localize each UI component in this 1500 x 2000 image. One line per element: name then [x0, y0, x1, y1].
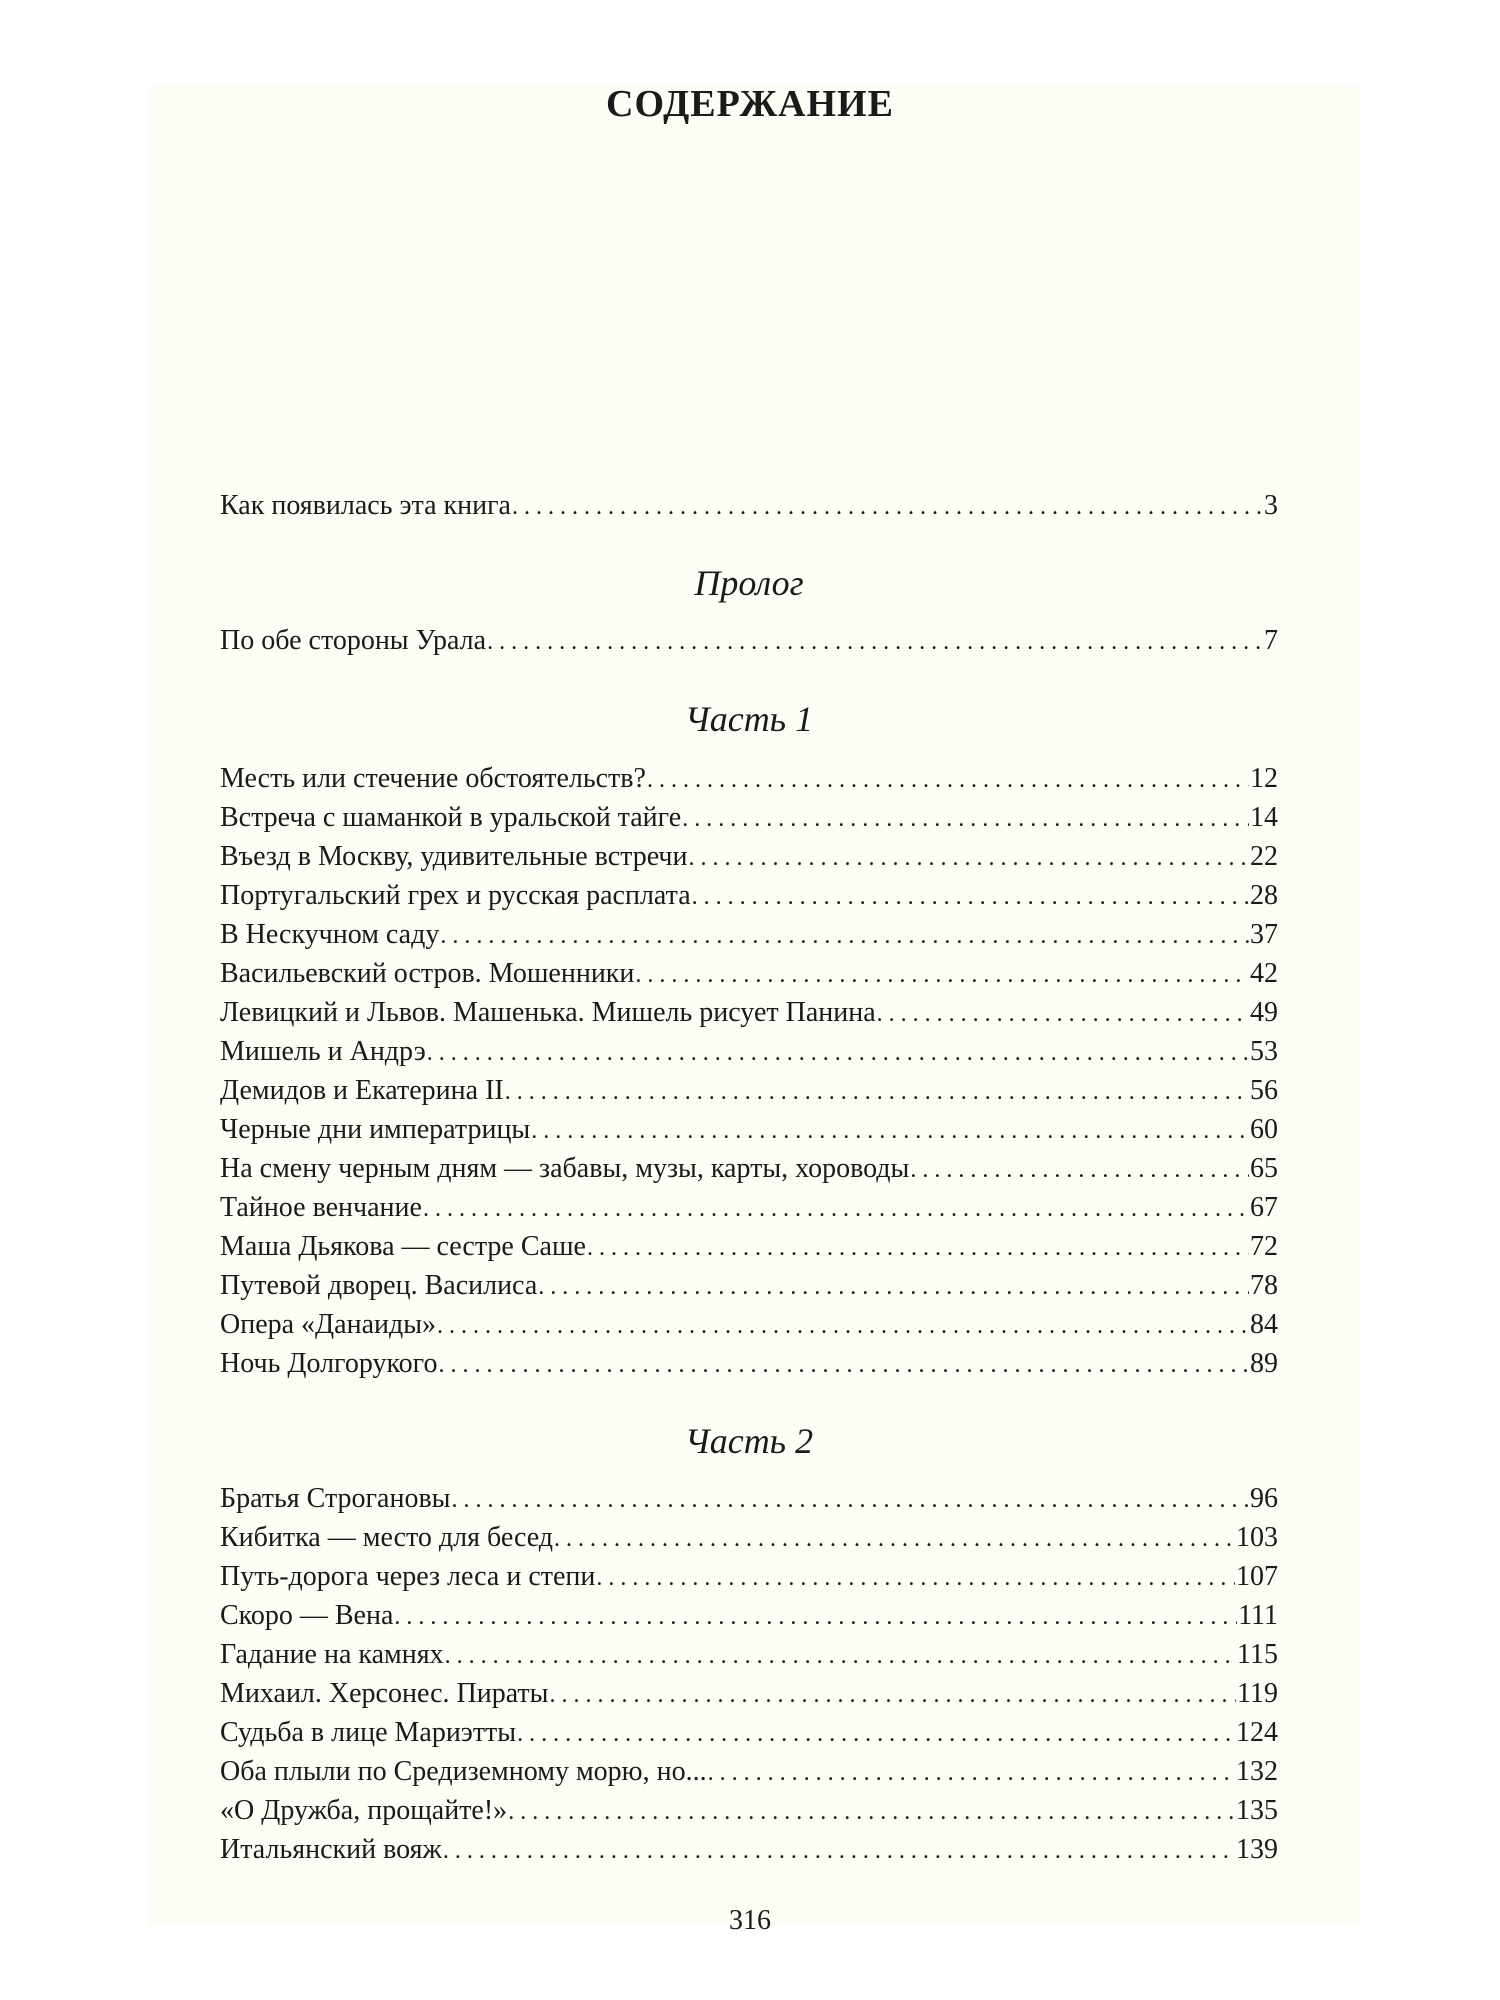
toc-entry-page: 28	[1250, 880, 1278, 911]
toc-entry[interactable]	[220, 1270, 1278, 1302]
toc-leader-dots	[517, 1718, 1235, 1750]
toc-entry-label: Кибитка — место для бесед	[220, 1522, 554, 1553]
toc-entry[interactable]	[220, 1522, 1278, 1554]
page-number: 316	[729, 1905, 771, 1936]
toc-entry[interactable]	[220, 1231, 1278, 1263]
toc-entry[interactable]	[220, 1795, 1278, 1827]
toc-leader-dots	[554, 1523, 1235, 1555]
toc-entry[interactable]	[220, 841, 1278, 873]
toc-entry-label: Братья Строгановы	[220, 1483, 451, 1514]
toc-entry-page: 3	[1264, 490, 1278, 521]
toc-entry-page: 53	[1250, 1036, 1278, 1067]
toc-entry-page: 107	[1236, 1561, 1278, 1592]
toc-leader-dots	[451, 1484, 1249, 1516]
toc-entry-label: Ночь Долгорукого	[220, 1348, 438, 1379]
toc-leader-dots	[487, 626, 1263, 658]
toc-entry-page: 22	[1250, 841, 1278, 872]
toc-entry[interactable]	[220, 490, 1278, 522]
toc-entry-page: 67	[1250, 1192, 1278, 1223]
toc-entry[interactable]	[220, 1348, 1278, 1380]
toc-entry[interactable]	[220, 997, 1278, 1029]
toc-entry-page: 119	[1237, 1678, 1278, 1709]
toc-leader-dots	[531, 1115, 1249, 1147]
toc-entry-page: 135	[1236, 1795, 1278, 1826]
toc-entry[interactable]	[220, 880, 1278, 912]
toc-leader-dots	[692, 881, 1249, 913]
toc-entry-label: Черные дни императрицы	[220, 1114, 531, 1145]
toc-entry-label: Месть или стечение обстоятельств?	[220, 763, 646, 794]
toc-entry-page: 12	[1250, 763, 1278, 794]
toc-entry[interactable]	[220, 1114, 1278, 1146]
toc-entry-label: Как появилась эта книга	[220, 490, 511, 521]
toc-entry[interactable]	[220, 958, 1278, 990]
toc-entry-label: Въезд в Москву, удивительные встречи	[220, 841, 688, 872]
toc-entry-label: По обе стороны Урала	[220, 625, 487, 656]
toc-leader-dots	[708, 1757, 1235, 1789]
toc-entry-label: На смену черным дням — забавы, музы, карты, хороводы	[220, 1153, 910, 1184]
section-heading-part-1: Часть 1	[684, 699, 814, 739]
toc-entry[interactable]	[220, 1717, 1278, 1749]
toc-entry-label: Васильевский остров. Мошенники	[220, 958, 635, 989]
toc-entry-label: Итальянский вояж	[220, 1834, 442, 1865]
toc-entry-label: Гадание на камнях	[220, 1639, 444, 1670]
toc-leader-dots	[538, 1271, 1249, 1303]
toc-leader-dots	[443, 1835, 1235, 1867]
toc-entry-page: 60	[1250, 1114, 1278, 1145]
toc-entry-page: 89	[1250, 1348, 1278, 1379]
toc-leader-dots	[689, 842, 1250, 874]
toc-entry[interactable]	[220, 1600, 1278, 1632]
toc-entry[interactable]	[220, 1192, 1278, 1224]
toc-leader-dots	[508, 1796, 1235, 1828]
toc-entry-page: 49	[1250, 997, 1278, 1028]
toc-entry-page: 56	[1250, 1075, 1278, 1106]
toc-entry-page: 72	[1250, 1231, 1278, 1262]
toc-leader-dots	[427, 1037, 1249, 1069]
toc-entry[interactable]	[220, 1153, 1278, 1185]
toc-leader-dots	[512, 491, 1263, 523]
section-heading-prolog: Пролог	[694, 563, 804, 603]
toc-entry[interactable]	[220, 919, 1278, 951]
toc-entry-label: Встреча с шаманкой в уральской тайге	[220, 802, 682, 833]
toc-entry-page: 124	[1236, 1717, 1278, 1748]
toc-entry[interactable]	[220, 1834, 1278, 1866]
section-heading-part-2: Часть 2	[684, 1421, 814, 1461]
toc-entry-page: 96	[1250, 1483, 1278, 1514]
toc-entry-label: Маша Дьякова — сестре Саше	[220, 1231, 586, 1262]
toc-entry[interactable]	[220, 802, 1278, 834]
toc-entry-page: 139	[1236, 1834, 1278, 1865]
toc-entry-page: 42	[1250, 958, 1278, 989]
toc-entry-label: Демидов и Екатерина II	[220, 1075, 504, 1106]
toc-entry-page: 132	[1236, 1756, 1278, 1787]
toc-leader-dots	[505, 1076, 1249, 1108]
toc-entry-label: Путь-дорога через леса и степи	[220, 1561, 596, 1592]
toc-leader-dots	[394, 1601, 1237, 1633]
toc-entry-label: Михаил. Херсонес. Пираты	[220, 1678, 549, 1709]
toc-leader-dots	[635, 959, 1249, 991]
toc-entry-page: 115	[1237, 1639, 1278, 1670]
toc-leader-dots	[438, 1349, 1249, 1381]
toc-entry-page: 111	[1238, 1600, 1278, 1631]
toc-entry-label: Оба плыли по Средиземному морю, но...	[220, 1756, 707, 1787]
toc-entry-label: Мишель и Андрэ	[220, 1036, 426, 1067]
toc-leader-dots	[445, 1640, 1236, 1672]
toc-leader-dots	[549, 1679, 1236, 1711]
page-title: СОДЕРЖАНИЕ	[606, 83, 894, 125]
toc-leader-dots	[877, 998, 1249, 1030]
toc-entry-label: Путевой дворец. Василиса	[220, 1270, 538, 1301]
toc-entry-label: Тайное венчание	[220, 1192, 422, 1223]
toc-leader-dots	[587, 1232, 1249, 1264]
toc-entry-label: Судьба в лице Мариэтты	[220, 1717, 517, 1748]
toc-leader-dots	[910, 1154, 1249, 1186]
toc-entry[interactable]	[220, 1639, 1278, 1671]
toc-entry-label: Скоро — Вена	[220, 1600, 394, 1631]
toc-entry[interactable]	[220, 1309, 1278, 1341]
toc-leader-dots	[647, 764, 1249, 796]
toc-entry[interactable]	[220, 1036, 1278, 1068]
toc-entry-page: 78	[1250, 1270, 1278, 1301]
toc-entry-page: 103	[1236, 1522, 1278, 1553]
toc-entry[interactable]	[220, 1075, 1278, 1107]
toc-entry-page: 14	[1250, 802, 1278, 833]
toc-entry[interactable]	[220, 1483, 1278, 1515]
toc-entry-label: В Нескучном саду	[220, 919, 440, 950]
toc-entry[interactable]	[220, 763, 1278, 795]
toc-leader-dots	[440, 920, 1249, 952]
toc-entry[interactable]	[220, 1756, 1278, 1788]
toc-leader-dots	[423, 1193, 1249, 1225]
toc-entry-label: Левицкий и Львов. Машенька. Мишель рисует Панина	[220, 997, 876, 1028]
toc-entry-label: «О Дружба, прощайте!»	[220, 1795, 508, 1826]
toc-entry[interactable]	[220, 1678, 1278, 1710]
toc-entry-page: 37	[1250, 919, 1278, 950]
toc-entry[interactable]	[220, 625, 1278, 657]
toc-entry-label: Опера «Данаиды»	[220, 1309, 437, 1340]
toc-entry-page: 7	[1264, 625, 1278, 656]
toc-entry[interactable]	[220, 1561, 1278, 1593]
toc-entry-label: Португальский грех и русская расплата	[220, 880, 691, 911]
toc-leader-dots	[682, 803, 1249, 835]
toc-leader-dots	[596, 1562, 1235, 1594]
toc-entry-page: 84	[1250, 1309, 1278, 1340]
toc-entry-page: 65	[1250, 1153, 1278, 1184]
toc-leader-dots	[437, 1310, 1249, 1342]
